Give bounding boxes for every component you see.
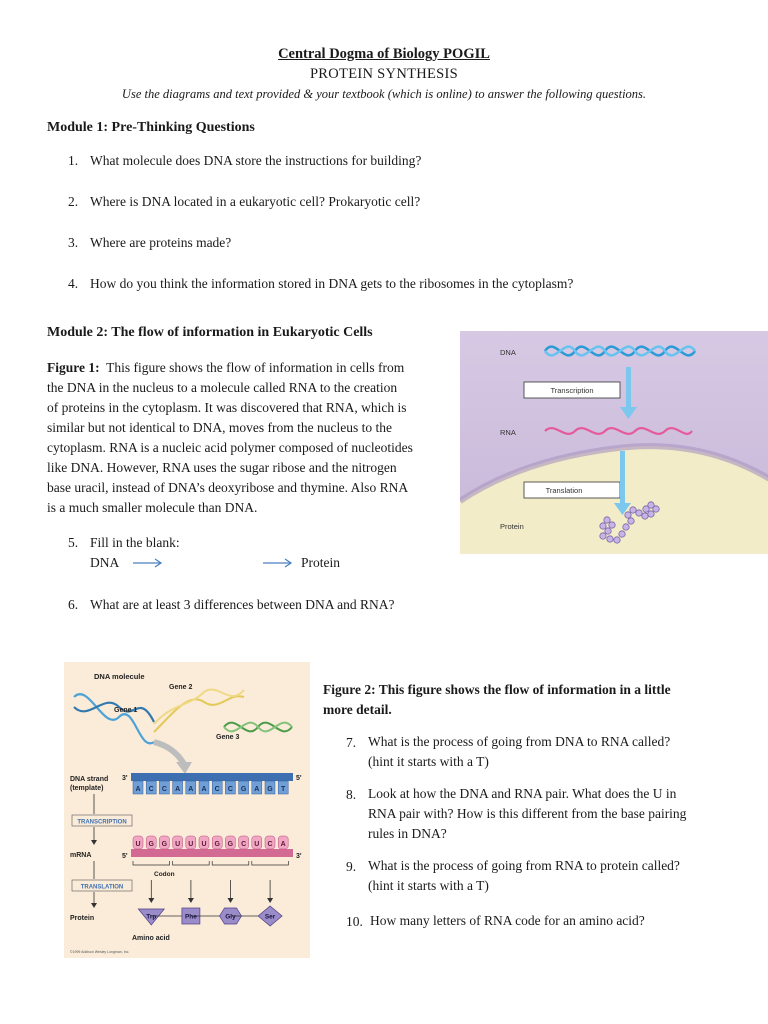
dna-molecule-label: DNA molecule: [94, 672, 145, 681]
copyright-text: ©1999 Addison Wesley Longman, Inc.: [70, 950, 130, 954]
dna-base-letter: A: [135, 786, 141, 793]
mrna-base-letter: G: [148, 841, 154, 848]
dna-backbone: [131, 773, 293, 781]
dna-5prime: 5': [296, 775, 302, 782]
fill-blank-dna: DNA: [90, 555, 120, 570]
protein-label: Protein: [500, 522, 524, 531]
mrna-backbone: [131, 849, 293, 857]
dna-strand-label: DNA strand: [70, 776, 109, 783]
dna-base-letter: C: [161, 786, 167, 793]
mrna-base-letter: G: [214, 841, 220, 848]
rna-label: RNA: [500, 428, 516, 437]
dna-base-letter: A: [254, 786, 260, 793]
dna-base-letter: T: [281, 786, 286, 793]
amino-acid-name: Trp: [146, 913, 157, 921]
figure2-diagram: [64, 662, 310, 958]
instructions: Use the diagrams and text provided & your textbook (which is online) to answer the following questions.: [121, 87, 647, 101]
mrna-5prime: 5': [122, 853, 128, 860]
transcription-label: TRANSCRIPTION: [77, 819, 127, 826]
document-title: Central Dogma of Biology POGIL: [278, 46, 490, 62]
dna-base-letter: A: [188, 786, 194, 793]
document-subtitle: PROTEIN SYNTHESIS: [309, 66, 459, 82]
figure1-label: Figure 1:: [47, 360, 100, 375]
dna-base-letter: G: [267, 786, 273, 793]
figure1-paragraph: Figure 1: This figure shows the flow of information in cells from the DNA in the nucleus to a molecule called RNA to the creation of proteins in the cytoplasm. It was discovered that RNA, which is similar but not identical to DNA, moves from the nucleus to the cytoplasm. RNA is a nucleic acid polymer composed of nucleotides like DNA. However, RNA uses the sugar ribose and the nitrogen base uracil, instead of DNA’s deoxyribose and thymine. Also RNA is a much smaller molecule than DNA.: [47, 360, 413, 515]
amino-acid-name: Phe: [184, 913, 197, 921]
translation-label: Translation: [545, 486, 583, 495]
fill-blank-protein: Protein: [301, 555, 340, 570]
mrna-base-letter: C: [241, 841, 247, 848]
template-label: (template): [70, 785, 104, 792]
dna-3prime: 3': [122, 775, 128, 782]
mrna-base-letter: A: [280, 841, 286, 848]
transcription-label: Transcription: [550, 386, 594, 395]
mrna-base-letter: U: [201, 841, 207, 848]
gene3-label: Gene 3: [216, 734, 240, 741]
dna-base-letter: C: [148, 786, 154, 793]
dna-label: DNA: [500, 348, 516, 357]
mrna-base-letter: U: [188, 841, 194, 848]
mrna-label: mRNA: [70, 852, 92, 859]
dna-base-letter: A: [175, 786, 181, 793]
mrna-3prime: 3': [296, 853, 302, 860]
mrna-base-letter: G: [161, 841, 168, 848]
arrow-right-icon: [132, 556, 164, 570]
module2-heading: Module 2: The flow of information in Eukaryotic Cells: [47, 325, 373, 340]
dna-base-letter: A: [201, 786, 207, 793]
blank-space[interactable]: [172, 571, 252, 572]
gene2-label: Gene 2: [169, 684, 193, 691]
translation-label: TRANSLATION: [80, 884, 124, 891]
dna-base-letter: C: [227, 786, 233, 793]
mrna-base-letter: U: [254, 841, 260, 848]
figure2-caption: Figure 2: This figure shows the flow of information in a little more detail.: [323, 682, 671, 717]
amino-acid-name: Gly: [225, 913, 236, 921]
dna-base-letter: C: [214, 786, 220, 793]
amino-acid-name: Ser: [264, 913, 276, 921]
mrna-base-letter: U: [175, 841, 181, 848]
module1-heading: Module 1: Pre-Thinking Questions: [47, 120, 255, 135]
codon-label: Codon: [154, 871, 175, 878]
mrna-base-letter: G: [227, 841, 234, 848]
mrna-base-letter: U: [135, 841, 141, 848]
mrna-base-letter: C: [267, 841, 273, 848]
amino-acid-label: Amino acid: [132, 935, 170, 942]
figure1-diagram: [460, 331, 768, 554]
arrow-right-icon: [262, 556, 294, 570]
gene1-label: Gene 1: [114, 707, 138, 714]
protein-label: Protein: [70, 915, 95, 922]
dna-base-letter: G: [240, 786, 247, 793]
